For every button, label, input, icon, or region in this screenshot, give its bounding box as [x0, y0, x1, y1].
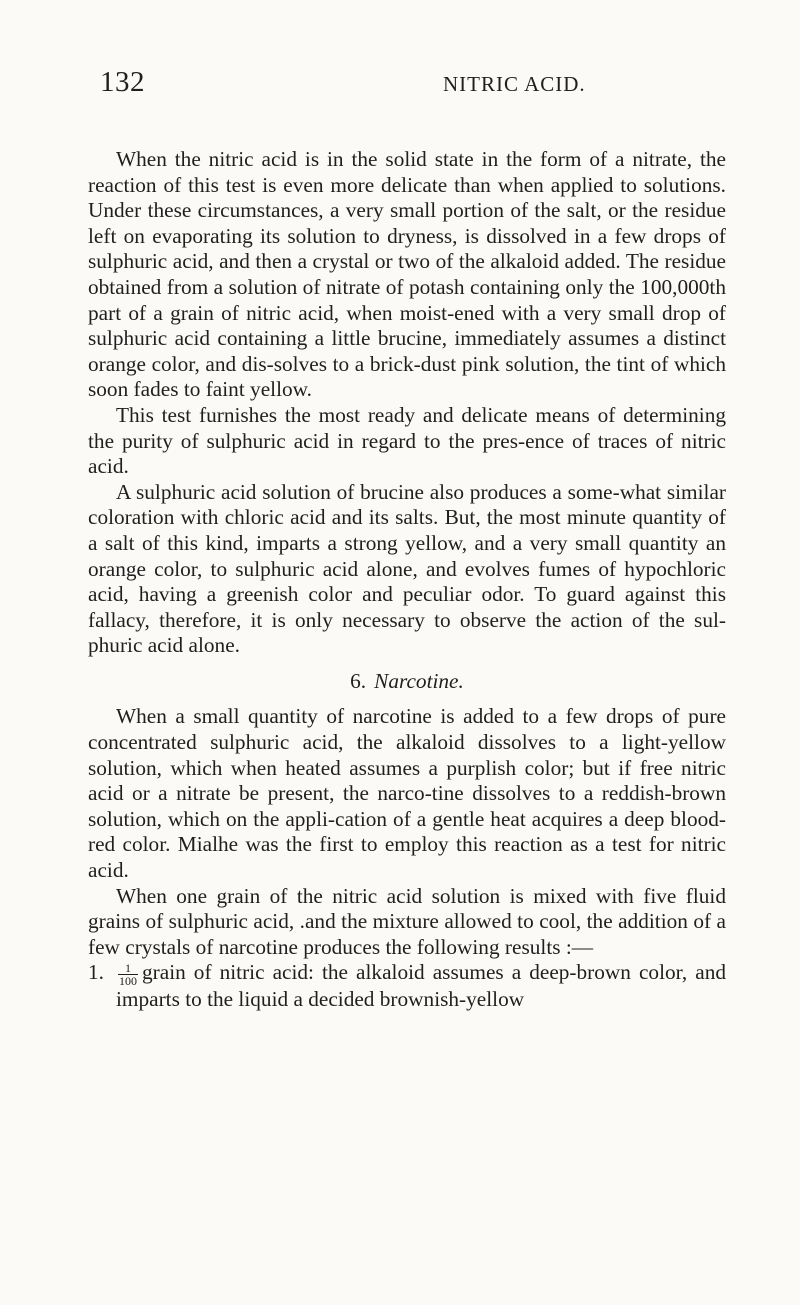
- paragraph: When one grain of the nitric acid solution is mixed with five fluid grains of sulphuric acid, .and the mixture allowed to cool, the addition of a few crystals of narcotine produces the following results :—: [88, 883, 726, 959]
- paragraph: A sulphuric acid solution of brucine also produces a some-what similar coloration with chloric acid and its salts. But, the most minute quantity of a salt of this kind, imparts a strong yellow, and a very small quantity an orange color, to sulphuric acid alone, and evolves fumes of hypochloric acid, having a greenish color and peculiar odor. To guard against this fallacy, therefore, it is only necessary to observe the action of the sul-phuric acid alone.: [88, 479, 726, 658]
- running-head: [100, 66, 700, 106]
- paragraph: When a small quantity of narcotine is added to a few drops of pure concentrated sulphuric acid, the alkaloid dissolves to a light-yellow solution, which when heated assumes a purplish color; but if free nitric acid or a nitrate be present, the narco-tine dissolves to a reddish-brown solution, which on the appli-cation of a gentle heat acquires a deep blood-red color. Mialhe was the first to employ this reaction as a test for nitric acid.: [88, 704, 726, 883]
- paragraph: When the nitric acid is in the solid state in the form of a nitrate, the reaction of this test is even more delicate than when applied to solutions. Under these circumstances, a very small portion of the salt, or the residue left on evaporating its solution to dryness, is dissolved in a few drops of sulphuric acid, and then a crystal or two of the alkaloid added. The residue obtained from a solution of nitrate of potash containing only the 100,000th part of a grain of nitric acid, when moist-ened with a very small drop of sulphuric acid containing a little brucine, immediately assumes a distinct orange color, and dis-solves to a brick-dust pink solution, the tint of which soon fades to faint yellow.: [88, 147, 726, 402]
- fraction-numerator: 1: [118, 962, 138, 975]
- running-title: NITRIC ACID.: [443, 72, 586, 96]
- fraction: [118, 962, 138, 987]
- section-number: 6.: [350, 668, 367, 693]
- section-title: Narcotine.: [374, 668, 464, 693]
- page-number: 132: [100, 66, 145, 98]
- fraction-denominator: 100: [119, 974, 137, 989]
- body-text: [88, 147, 726, 1013]
- list-item: [88, 960, 726, 1012]
- list-item-text: grain of nitric acid: the alkaloid assumes a deep-brown color, and imparts to the liquid a decided brownish-yellow: [116, 960, 726, 1012]
- list-item-number: 1.: [88, 960, 104, 985]
- section-heading: [88, 669, 726, 695]
- paragraph: This test furnishes the most ready and delicate means of determining the purity of sulphuric acid in regard to the pres-ence of traces of nitric acid.: [88, 402, 726, 479]
